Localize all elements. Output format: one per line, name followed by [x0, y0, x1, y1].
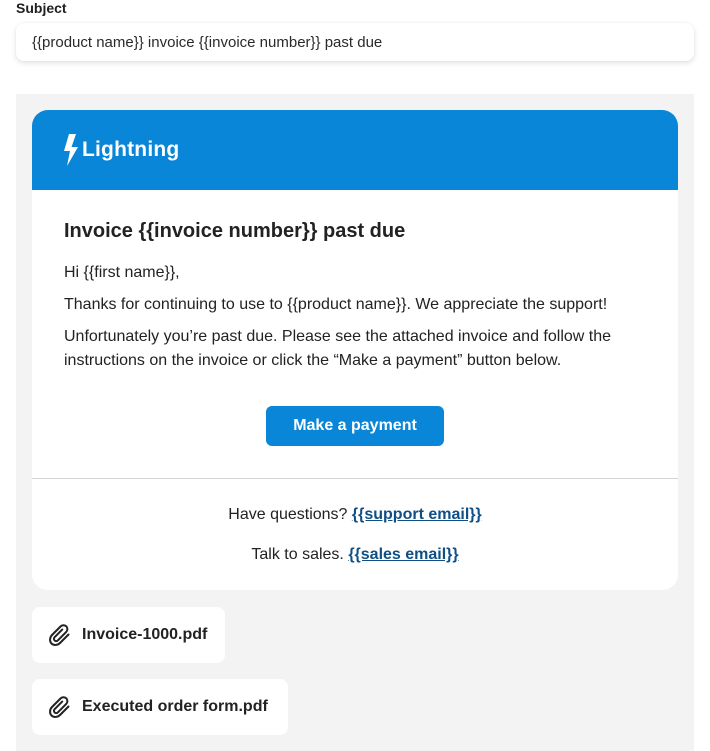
sales-text: Talk to sales.	[251, 546, 344, 563]
sales-line	[32, 546, 678, 564]
email-card	[32, 110, 678, 590]
paperclip-icon	[48, 623, 72, 647]
make-payment-button-label: Make a payment	[293, 417, 417, 434]
email-greeting: Hi {{first name}},	[64, 264, 180, 281]
questions-line	[32, 506, 678, 524]
sales-email-link[interactable]: {{sales email}}	[348, 546, 459, 563]
email-title: Invoice {{invoice number}} past due	[64, 220, 406, 242]
brand-header	[32, 110, 678, 190]
brand-name: Lightning	[82, 138, 180, 161]
email-preview	[16, 94, 694, 751]
footer-divider	[32, 478, 678, 479]
lightning-bolt-icon	[64, 134, 80, 166]
support-email-link[interactable]: {{support email}}	[351, 506, 482, 523]
subject-input[interactable]	[16, 23, 694, 61]
make-payment-button[interactable]	[266, 406, 444, 446]
paperclip-icon	[48, 695, 72, 719]
attachment-name: Executed order form.pdf	[82, 698, 268, 715]
subject-label: Subject	[16, 0, 67, 16]
brand-logo	[64, 134, 179, 166]
subject-value: {{product name}} invoice {{invoice number}} past due	[32, 33, 383, 51]
email-paragraph-2: Unfortunately you’re past due. Please see the attached invoice and follow the instructions on the invoice or click the “Make a payment” button below.	[64, 328, 612, 369]
attachment-item[interactable]	[32, 607, 225, 663]
attachment-item[interactable]	[32, 679, 288, 735]
email-body	[64, 220, 648, 381]
questions-text: Have questions?	[228, 506, 348, 523]
email-paragraph-1: Thanks for continuing to use to {{product name}}. We appreciate the support!	[64, 296, 608, 313]
attachment-name: Invoice-1000.pdf	[82, 626, 208, 643]
